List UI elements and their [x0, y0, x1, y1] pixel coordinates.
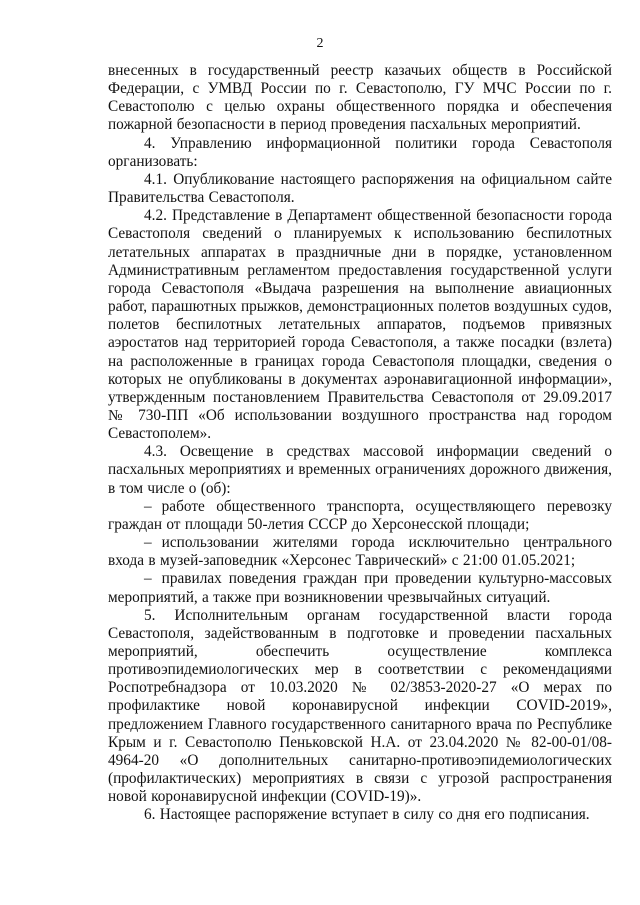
dash-bullet: –	[144, 570, 152, 588]
dash-bullet: –	[144, 534, 152, 552]
page-number: 2	[316, 36, 324, 51]
paragraph-item-4-3: 4.3. Освещение в средствах массовой информации сведений о пасхальных мероприятиях и временных ограничениях дорожного движения, в том числе о (об):	[108, 443, 612, 497]
dash-bullet: –	[144, 497, 152, 515]
paragraph-item-5: 5. Исполнительным органам государственной власти города Севастополя, задействованным в подготовке и проведении пасхальных мероприятий, обеспечить осуществление комплекса противоэпидемиологических мер в соответствии с рекомендациями Роспотребнадзора от 10.03.2020 № 02/3853-2020-27 «О мерах по профилактике новой коронавирусной инфекции COVID-2019», предложением Главного государственного санитарного врача по Республике Крым и г. Севастополю Пеньковской Н.А. от 23.04.2020 № 82-00-01/08-4964-20 «О дополнительных санитарно-противоэпидемиологических (профилактических) мероприятиях в связи с угрозой распространения новой коронавирусной инфекции (COVID-19)».	[108, 606, 612, 806]
dash-list-item-text: правилах поведения граждан при проведении культурно-массовых мероприятий, а также при возникновении чрезвычайных ситуаций.	[108, 570, 612, 606]
dash-list-item-text: использовании жителями города исключительно центрального входа в музей-заповедник «Херсонес Таврический» с 21:00 01.05.2021;	[108, 534, 612, 570]
dash-list-item	[108, 534, 612, 570]
paragraph-continuation: внесенных в государственный реестр казачьих обществ в Российской Федерации, с УМВД России по г. Севастополю, ГУ МЧС России по г. Севастополю с целью охраны общественного порядка и обеспечения пожарной безопасности в период проведения пасхальных мероприятий.	[108, 62, 612, 134]
dash-list-item	[108, 498, 612, 534]
document-body	[108, 62, 612, 825]
paragraph-item-4-2: 4.2. Представление в Департамент общественной безопасности города Севастополя сведений о планируемых к использованию беспилотных летательных аппаратах в праздничные дни в порядке, установленном Административным регламентом предоставления государственной услуги города Севастополя «Выдача разрешения на выполнение авиационных работ, парашютных прыжков, демонстрационных полетов воздушных судов, полетов беспилотных летательных аппаратов, подъемов привязных аэростатов над территорией города Севастополя, а также посадки (взлета) на расположенные в границах города Севастополя площадки, сведения о которых не опубликованы в документах аэронавигационной информации», утвержденным постановлением Правительства Севастополя от 29.09.2017 № 730-ПП «Об использовании воздушного пространства над городом Севастополем».	[108, 207, 612, 443]
dash-list-item-text: работе общественного транспорта, осуществляющего перевозку граждан от площади 50-летия СССР до Херсонесской площади;	[108, 497, 612, 533]
paragraph-item-6: 6. Настоящее распоряжение вступает в силу со дня его подписания.	[144, 806, 590, 824]
dash-list-item	[108, 570, 612, 606]
paragraph-item-4: 4. Управлению информационной политики города Севастополя организовать:	[108, 134, 612, 170]
paragraph-item-4-1: 4.1. Опубликование настоящего распоряжения на официальном сайте Правительства Севастополя.	[108, 170, 612, 207]
